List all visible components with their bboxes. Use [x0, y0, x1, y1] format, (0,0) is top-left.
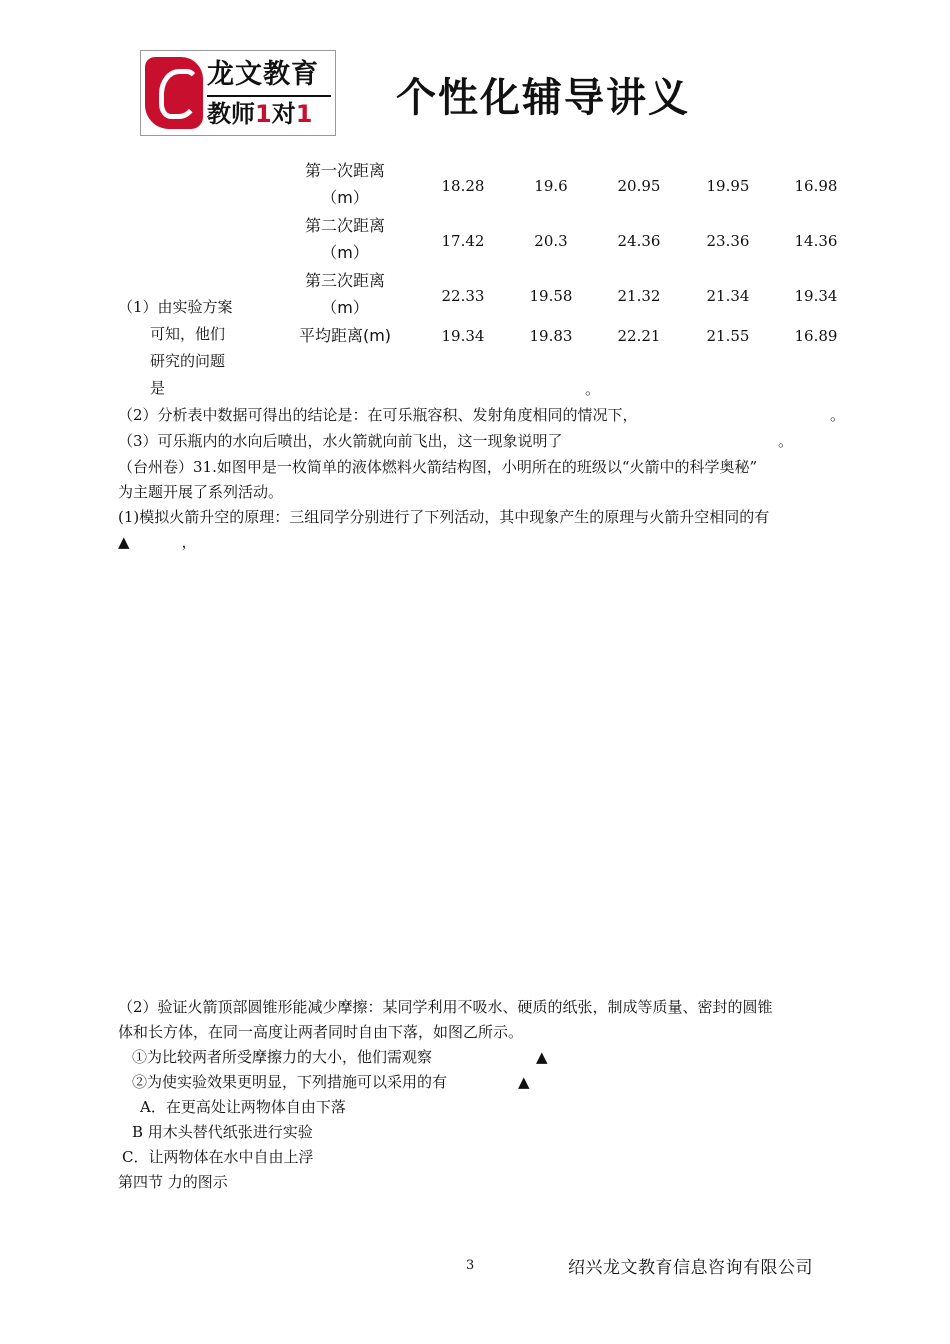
option-a: A．在更高处让两物体自由下落 — [140, 1098, 346, 1116]
table-cell: 23.36 — [706, 232, 750, 250]
logo-brand-text: 龙文教育 — [207, 59, 319, 90]
triangle-icon: ▲ — [518, 1073, 530, 1091]
sub-question-2: ②为使实验效果更明显，下列措施可以采用的有 ▲ — [132, 1069, 852, 1095]
table-cell: 16.89 — [794, 327, 838, 345]
question-1-end-mark: 。 — [585, 380, 601, 398]
table-cell: 14.36 — [794, 232, 838, 250]
question-1 — [118, 294, 248, 402]
table-cell: 18.28 — [441, 177, 485, 195]
company-name: 绍兴龙文教育信息咨询有限公司 — [568, 1258, 813, 1278]
table-cell: 19.58 — [529, 287, 573, 305]
table-row-label: 第三次距离 （m） — [304, 271, 385, 317]
table-cell: 21.34 — [706, 287, 750, 305]
table-cell: 21.55 — [706, 327, 750, 345]
part-1-answer-blank: ▲ ， — [118, 533, 197, 551]
dragon-seal-icon — [145, 57, 203, 129]
table-cell: 20.3 — [534, 232, 568, 250]
question-1-line: 研究的问题 — [150, 352, 226, 370]
table-cell: 21.32 — [617, 287, 661, 305]
part-1-question: (1)模拟火箭升空的原理：三组同学分别进行了下列活动，其中现象产生的原理与火箭升空相同的有 — [118, 508, 770, 526]
part-2-question-line: 体和长方体，在同一高度让两者同时自由下落，如图乙所示。 — [118, 1023, 524, 1041]
table-cell: 22.33 — [441, 287, 485, 305]
section-heading: 第四节 力的图示 — [118, 1173, 228, 1191]
triangle-icon: ▲ — [118, 533, 130, 551]
option-c: C．让两物体在水中自由上浮 — [122, 1148, 314, 1166]
part-2-question-line: （2）验证火箭顶部圆锥形能减少摩擦：某同学利用不吸水、硬质的纸张，制成等质量、密封的圆锥 — [118, 998, 773, 1016]
question-1-line: 可知，他们 — [150, 325, 226, 343]
sub-question-1: ①为比较两者所受摩擦力的大小，他们需观察 ▲ — [132, 1044, 852, 1070]
table-cell: 19.34 — [794, 287, 838, 305]
table-row-label: 第二次距离 （m） — [304, 216, 385, 262]
question-2: （2）分析表中数据可得出的结论是：在可乐瓶容积、发射角度相同的情况下， 。 — [118, 406, 846, 424]
triangle-icon: ▲ — [536, 1048, 548, 1066]
logo-tagline: 教师1对1 — [207, 95, 331, 131]
question-1-line: （1）由实验方案 — [118, 298, 233, 316]
option-b: B 用木头替代纸张进行实验 — [132, 1123, 313, 1141]
table-cell: 24.36 — [617, 232, 661, 250]
document-title: 个性化辅导讲义 — [396, 75, 690, 121]
taizhou-question-line: （台州卷）31.如图甲是一枚简单的液体燃料火箭结构图，小明所在的班级以“火箭中的科学奥秘” — [118, 458, 758, 476]
table-cell: 19.83 — [529, 327, 573, 345]
table-cell: 19.95 — [706, 177, 750, 195]
table-cell: 19.6 — [534, 177, 568, 195]
page-number: 3 — [466, 1258, 475, 1273]
table-row-label: 平均距离(m) — [298, 326, 392, 345]
table-cell: 16.98 — [794, 177, 838, 195]
company-logo — [140, 50, 336, 136]
question-1-line: 是 — [150, 379, 166, 397]
table-row-label: 第一次距离 （m） — [304, 161, 385, 207]
table-cell: 17.42 — [441, 232, 485, 250]
table-cell: 22.21 — [617, 327, 661, 345]
question-3: （3）可乐瓶内的水向后喷出，水火箭就向前飞出，这一现象说明了 。 — [118, 432, 794, 450]
table-cell: 19.34 — [441, 327, 485, 345]
taizhou-question-line: 为主题开展了系列活动。 — [118, 483, 284, 501]
table-cell: 20.95 — [617, 177, 661, 195]
